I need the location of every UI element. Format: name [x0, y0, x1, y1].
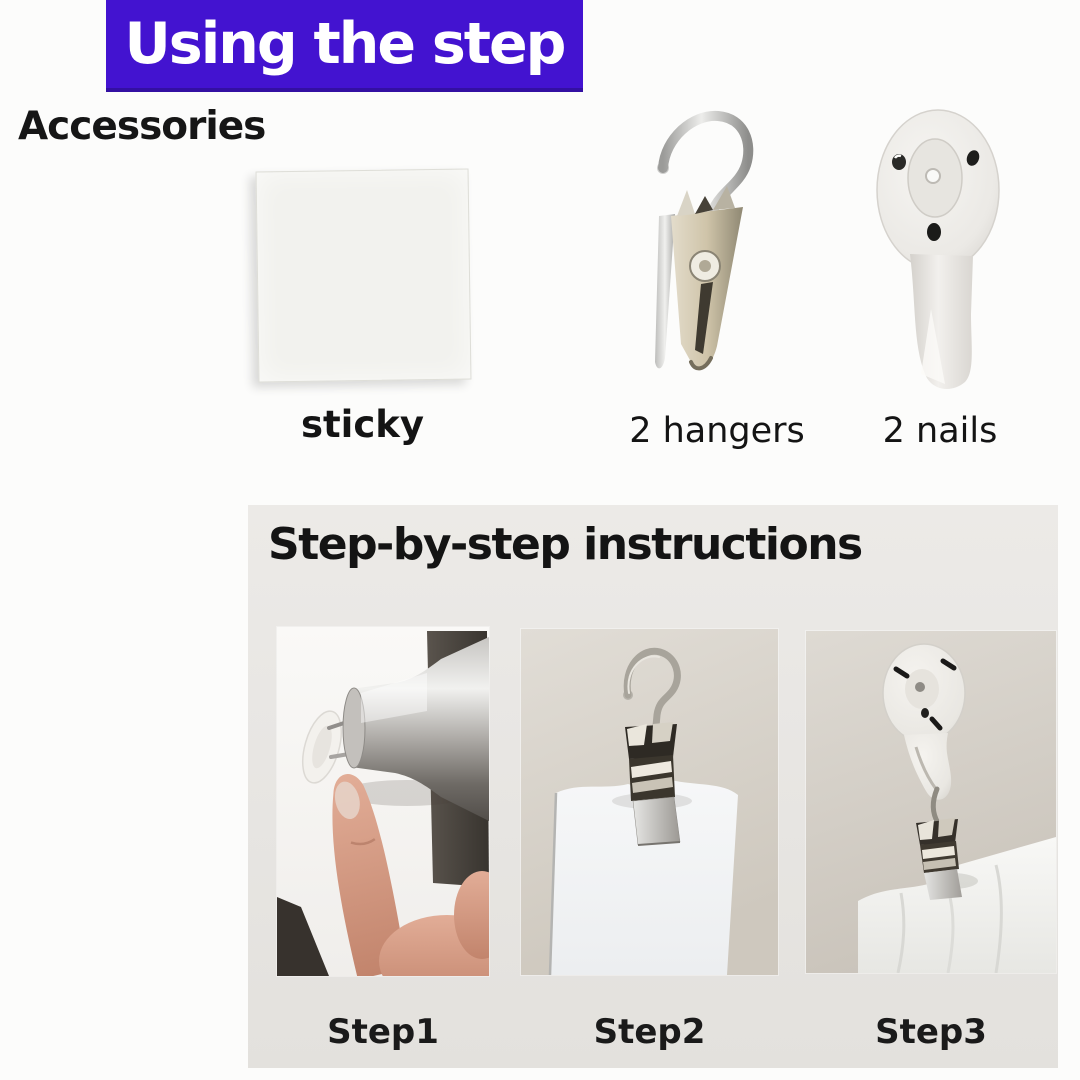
nail-hook-illustration [873, 104, 1005, 396]
step1-label: Step1 [327, 1012, 439, 1052]
hanger-clip-image [645, 106, 790, 396]
banner-title: Using the step [124, 10, 565, 77]
step1-image [277, 627, 489, 976]
hook-with-clip-and-cloth-illustration [806, 631, 1056, 973]
sticky-label: sticky [300, 403, 425, 446]
hanger-clip-illustration [645, 106, 790, 396]
step3-label: Step3 [875, 1012, 987, 1052]
title-banner [106, 0, 583, 92]
step2-image [521, 629, 778, 975]
step3-image [806, 631, 1056, 973]
nail-hook-image [873, 104, 1005, 396]
nails-label: 2 nails [882, 411, 998, 451]
hangers-label: 2 hangers [629, 411, 805, 451]
clip-holding-paper-illustration [521, 629, 778, 975]
hammering-nails-illustration [277, 627, 489, 976]
accessories-heading: Accessories [18, 104, 266, 149]
step2-label: Step2 [593, 1012, 706, 1052]
sticky-pad-image [256, 169, 472, 383]
instructions-heading: Step-by-step instructions [268, 519, 862, 570]
